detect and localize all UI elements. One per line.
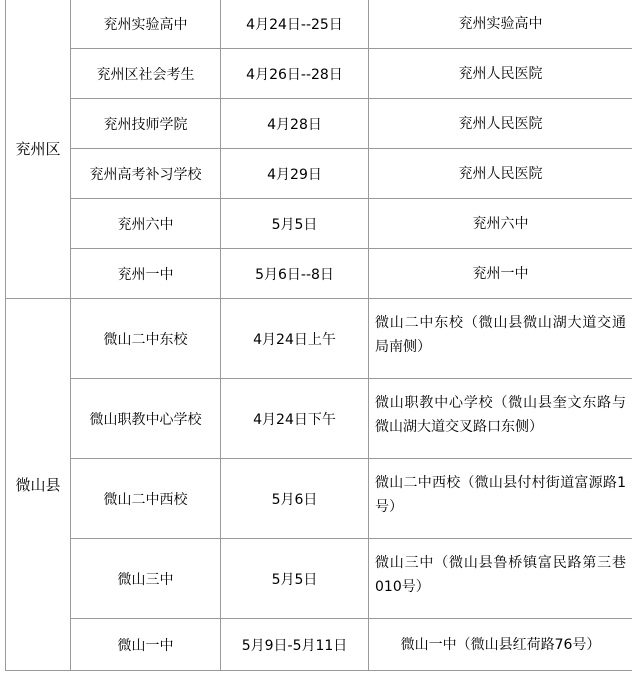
location-cell: 兖州人民医院 xyxy=(369,49,632,99)
school-cell: 兖州实验高中 xyxy=(71,0,221,49)
table-row xyxy=(6,619,632,671)
school-cell: 兖州六中 xyxy=(71,199,221,249)
location-cell: 兖州人民医院 xyxy=(369,99,632,149)
school-cell: 兖州区社会考生 xyxy=(71,49,221,99)
schedule-table xyxy=(5,0,632,671)
school-cell: 兖州一中 xyxy=(71,249,221,299)
location-cell: 微山一中（微山县红荷路76号） xyxy=(369,619,632,671)
location-cell: 微山二中西校（微山县付村街道富源路1号） xyxy=(369,459,632,539)
table-row xyxy=(6,379,632,459)
date-cell: 4月24日上午 xyxy=(221,299,369,379)
school-cell: 兖州技师学院 xyxy=(71,99,221,149)
date-cell: 5月6日 xyxy=(221,459,369,539)
location-cell: 兖州人民医院 xyxy=(369,149,632,199)
date-cell: 5月9日-5月11日 xyxy=(221,619,369,671)
date-cell: 4月29日 xyxy=(221,149,369,199)
date-cell: 5月6日--8日 xyxy=(221,249,369,299)
table-row xyxy=(6,149,632,199)
table-row xyxy=(6,539,632,619)
location-cell: 微山职教中心学校（微山县奎文东路与微山湖大道交叉路口东侧） xyxy=(369,379,632,459)
school-cell: 微山职教中心学校 xyxy=(71,379,221,459)
school-cell: 微山一中 xyxy=(71,619,221,671)
location-cell: 微山三中（微山县鲁桥镇富民路第三巷010号） xyxy=(369,539,632,619)
date-cell: 5月5日 xyxy=(221,199,369,249)
date-cell: 4月26日--28日 xyxy=(221,49,369,99)
table-row xyxy=(6,299,632,379)
school-cell: 兖州高考补习学校 xyxy=(71,149,221,199)
location-cell: 微山二中东校（微山县微山湖大道交通局南侧） xyxy=(369,299,632,379)
table-row xyxy=(6,249,632,299)
location-cell: 兖州六中 xyxy=(369,199,632,249)
table-row xyxy=(6,0,632,49)
school-cell: 微山二中东校 xyxy=(71,299,221,379)
table-row xyxy=(6,49,632,99)
table-row xyxy=(6,99,632,149)
district-cell: 微山县 xyxy=(6,299,71,671)
district-cell: 兖州区 xyxy=(6,0,71,299)
date-cell: 4月28日 xyxy=(221,99,369,149)
location-cell: 兖州实验高中 xyxy=(369,0,632,49)
location-cell: 兖州一中 xyxy=(369,249,632,299)
table-row xyxy=(6,199,632,249)
school-cell: 微山三中 xyxy=(71,539,221,619)
school-cell: 微山二中西校 xyxy=(71,459,221,539)
date-cell: 4月24日下午 xyxy=(221,379,369,459)
date-cell: 4月24日--25日 xyxy=(221,0,369,49)
date-cell: 5月5日 xyxy=(221,539,369,619)
table-row xyxy=(6,459,632,539)
